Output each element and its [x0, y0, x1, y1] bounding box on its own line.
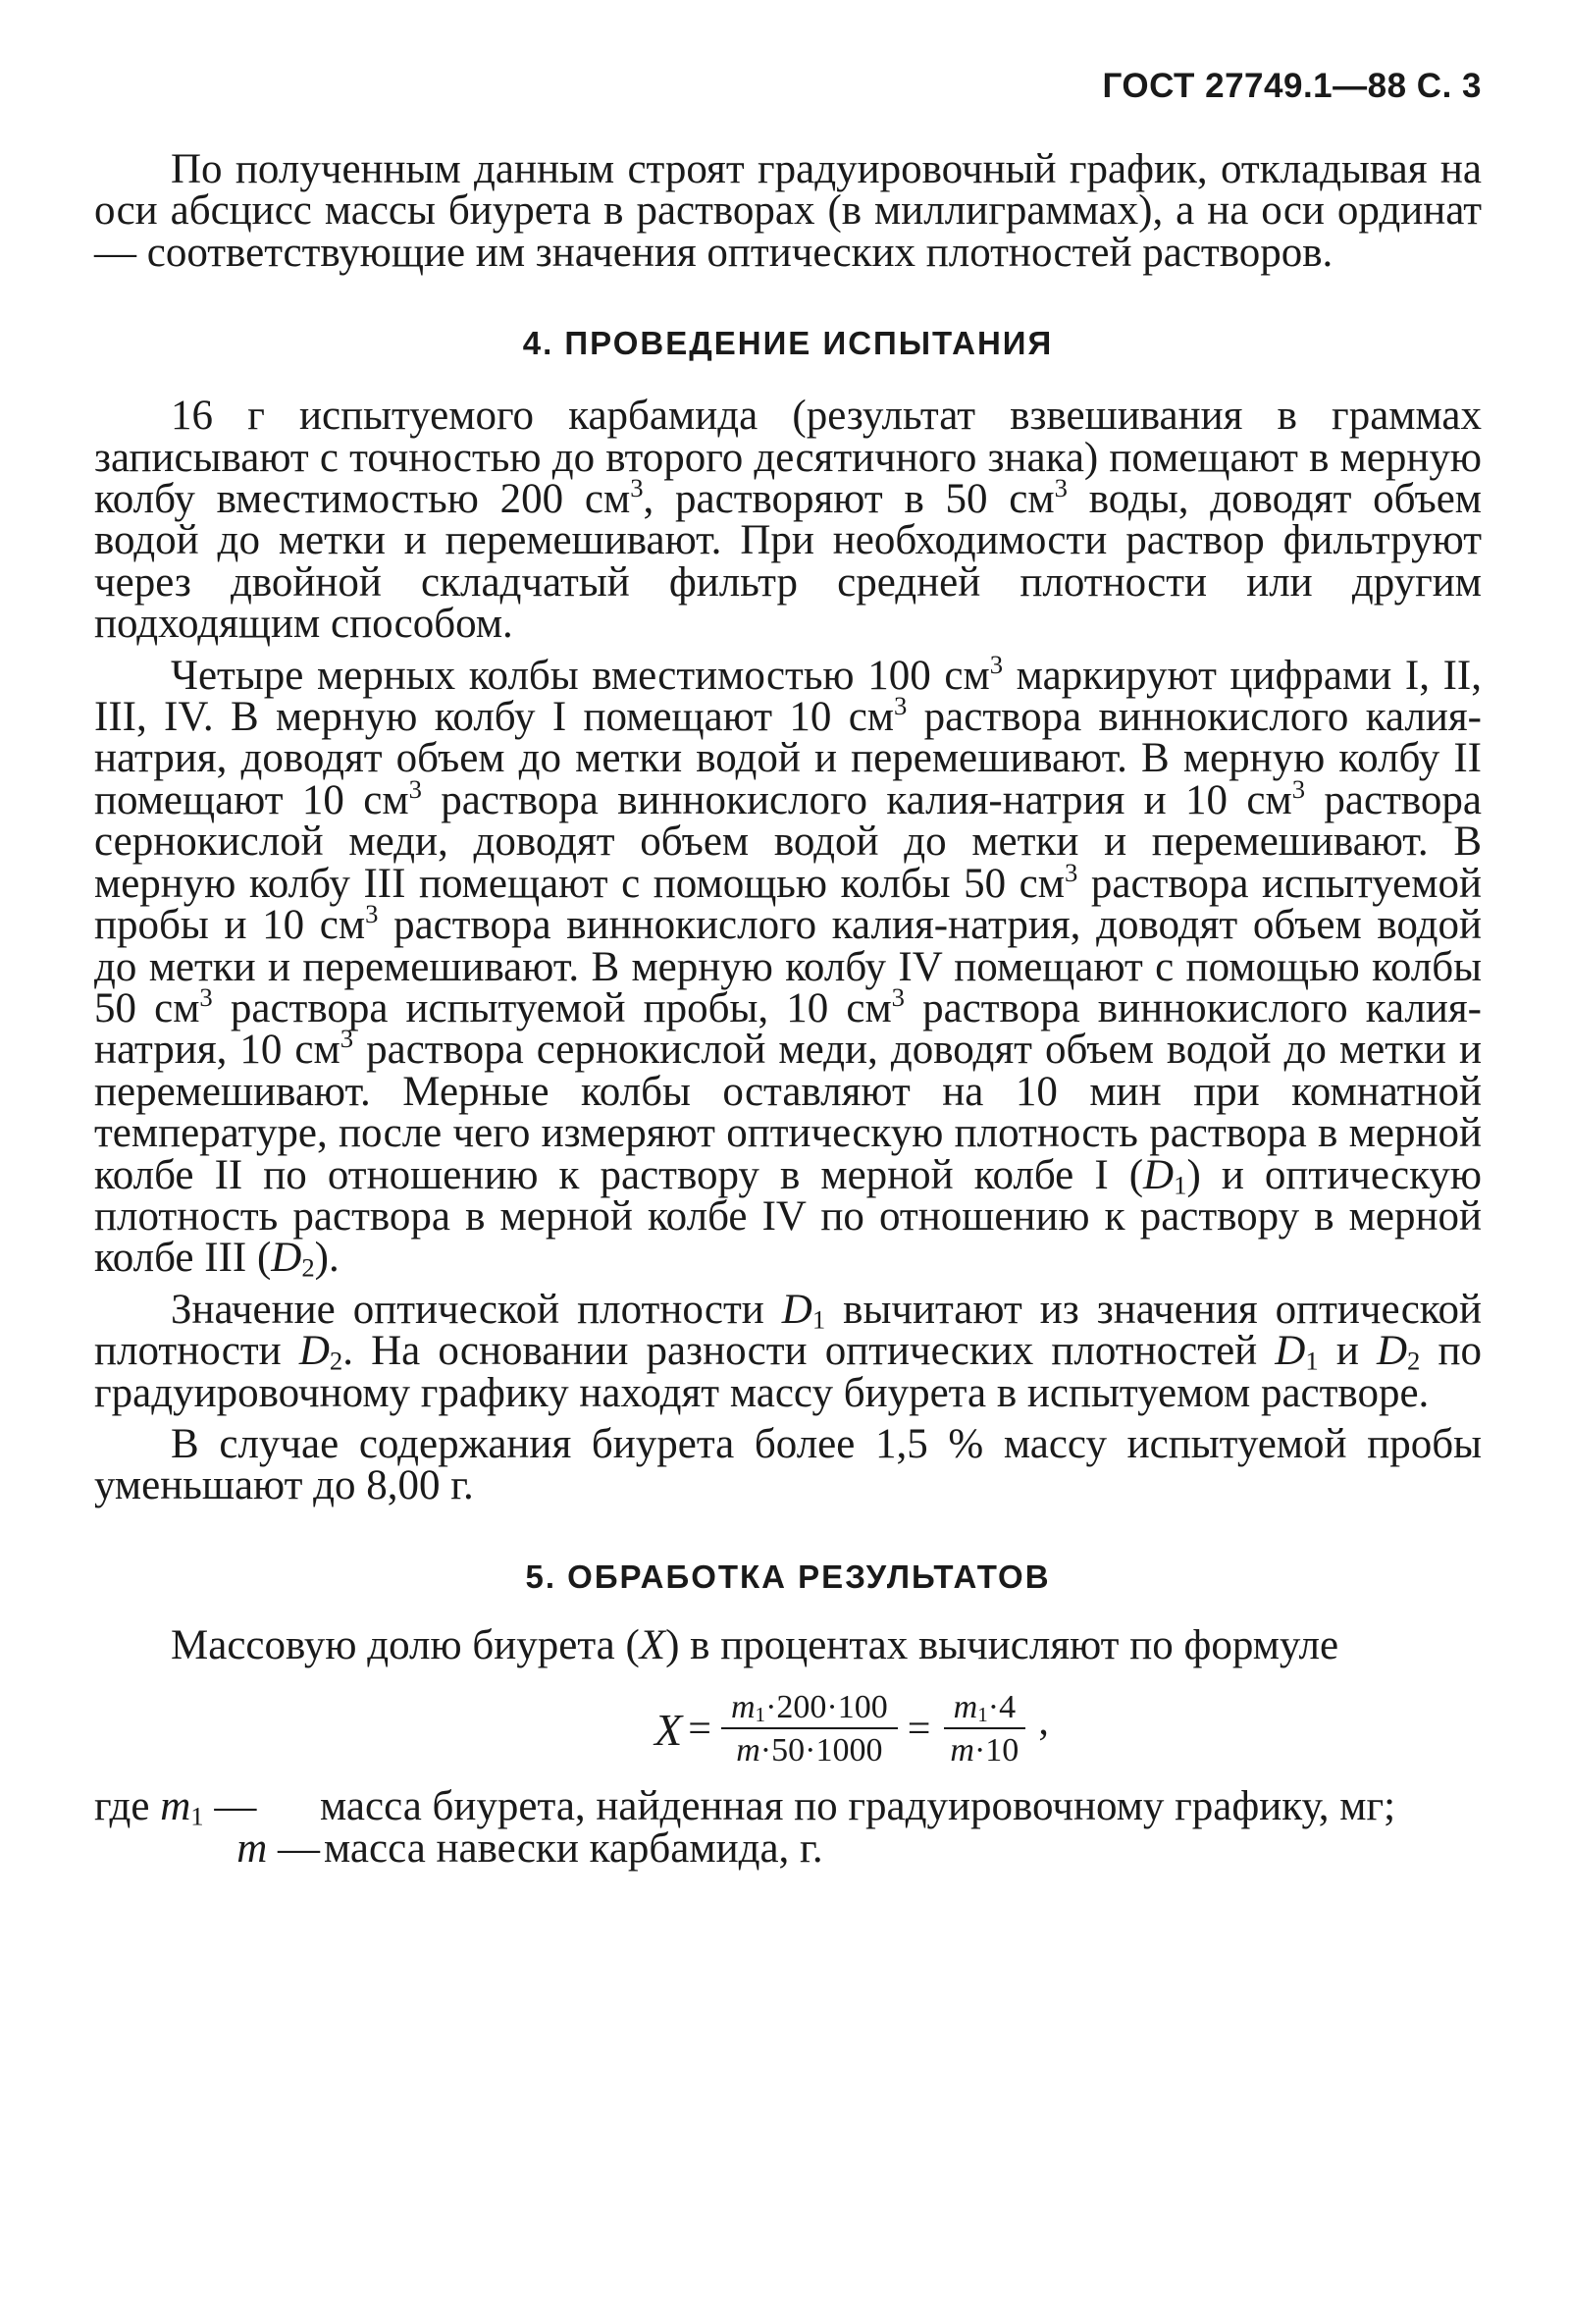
- section-4-paragraph-1: 16 г испытуемого карбамида (результат взвешивания в граммах записывают с точностью до второго десятичного знака) помещают в мерную колбу вместимостью 200 $см^3$, растворяют в 50 $см^3$ воды, доводят объем водой до метки и перемешивают. При необходимости раствор фильтруют через двойной складчатый фильтр средней плотности или другим подходящим способом.: [94, 393, 1483, 648]
- fraction-1-numerator: $m_1\cdot 200\cdot 100$: [721, 1688, 898, 1729]
- definition-m-term: m —: [236, 1824, 320, 1872]
- formula-lhs: X: [654, 1704, 683, 1755]
- fraction-2-denominator: m·10: [950, 1732, 1020, 1769]
- definition-m: [94, 1824, 1482, 1872]
- formula-equals-2: =: [907, 1707, 931, 1753]
- definition-m1-term: где $m_1$ —: [94, 1783, 257, 1831]
- definition-m1-text: масса биурета, найденная по градуировочному графику, мг;: [320, 1783, 1396, 1830]
- page-header: ГОСТ 27749.1—88 С. 3: [1102, 67, 1482, 105]
- formula-fraction-2: [940, 1688, 1028, 1770]
- section-4-paragraph-2: Четыре мерных колбы вместимостью 100 $см^3$ маркируют цифрами I, II, III, IV. В мерную колбу I помещают 10 $см^3$ раствора виннокислого калия-натрия, доводят объем до метки водой и перемешивают. В мерную колбу II помещают 10 $см^3$ раствора виннокислого калия-натрия и 10 $см^3$ раствора сернокислой меди, доводят объем водой до метки и перемешивают. В мерную колбу III помещают с помощью колбы 50 $см^3$ раствора испытуемой пробы и 10 $см^3$ раствора виннокислого калия-натрия, доводят объем водой до метки и перемешивают. В мерную колбу IV помещают с помощью колбы 50 $см^3$ раствора испытуемой пробы, 10 $см^3$ раствора виннокислого калия-натрия, 10 $см^3$ раствора сернокислой меди, доводят объем водой до метки и перемешивают. Мерные колбы оставляют на 10 мин при комнатной температуре, после чего измеряют оптическую плотность раствора в мерной колбе II по отношению к раствору в мерной колбе I $(D_1)$ и оптическую плотность раствора в мерной колбе IV по отношению к раствору в мерной колбе III $(D_2)$.: [94, 649, 1483, 1283]
- section-4-paragraph-3: Значение оптической плотности $D_1$ вычитают из значения оптической плотности $D_2$. На основании разности оптических плотностей $D_1$ и $D_2$ по градуировочному графику находят массу биурета в испытуемом растворе.: [94, 1286, 1483, 1416]
- section-4-title: 4. ПРОВЕДЕНИЕ ИСПЫТАНИЯ: [522, 325, 1054, 362]
- biuret-formula: [94, 1688, 1482, 1770]
- document-page: [94, 67, 1482, 1870]
- formula-equals-1: =: [688, 1707, 711, 1753]
- section-5-title: 5. ОБРАБОТКА РЕЗУЛЬТАТОВ: [525, 1558, 1051, 1595]
- section-5-paragraph-1: Массовую долю биурета (X) в процентах вычисляют по формуле: [171, 1621, 1339, 1668]
- fraction-2-numerator: $m_1\cdot 4$: [944, 1688, 1025, 1729]
- formula-fraction-1: [721, 1688, 898, 1770]
- fraction-1-denominator: m·50·1000: [736, 1732, 883, 1769]
- section-4-paragraph-4: В случае содержания биурета более 1,5 % массу испытуемой пробы уменьшают до 8,00 г.: [94, 1420, 1482, 1509]
- intro-paragraph: По полученным данным строят градуировочный график, откладывая на оси абсцисс массы биурета в растворах (в миллиграммах), а на оси ординат — соответствующие им значения оптических плотностей растворов.: [94, 146, 1482, 276]
- variable-definitions: [94, 1783, 1482, 1872]
- formula-trailing-comma: ,: [1038, 1699, 1049, 1745]
- definition-m1: [94, 1783, 1482, 1831]
- definition-m-text: масса навески карбамида, г.: [324, 1824, 823, 1872]
